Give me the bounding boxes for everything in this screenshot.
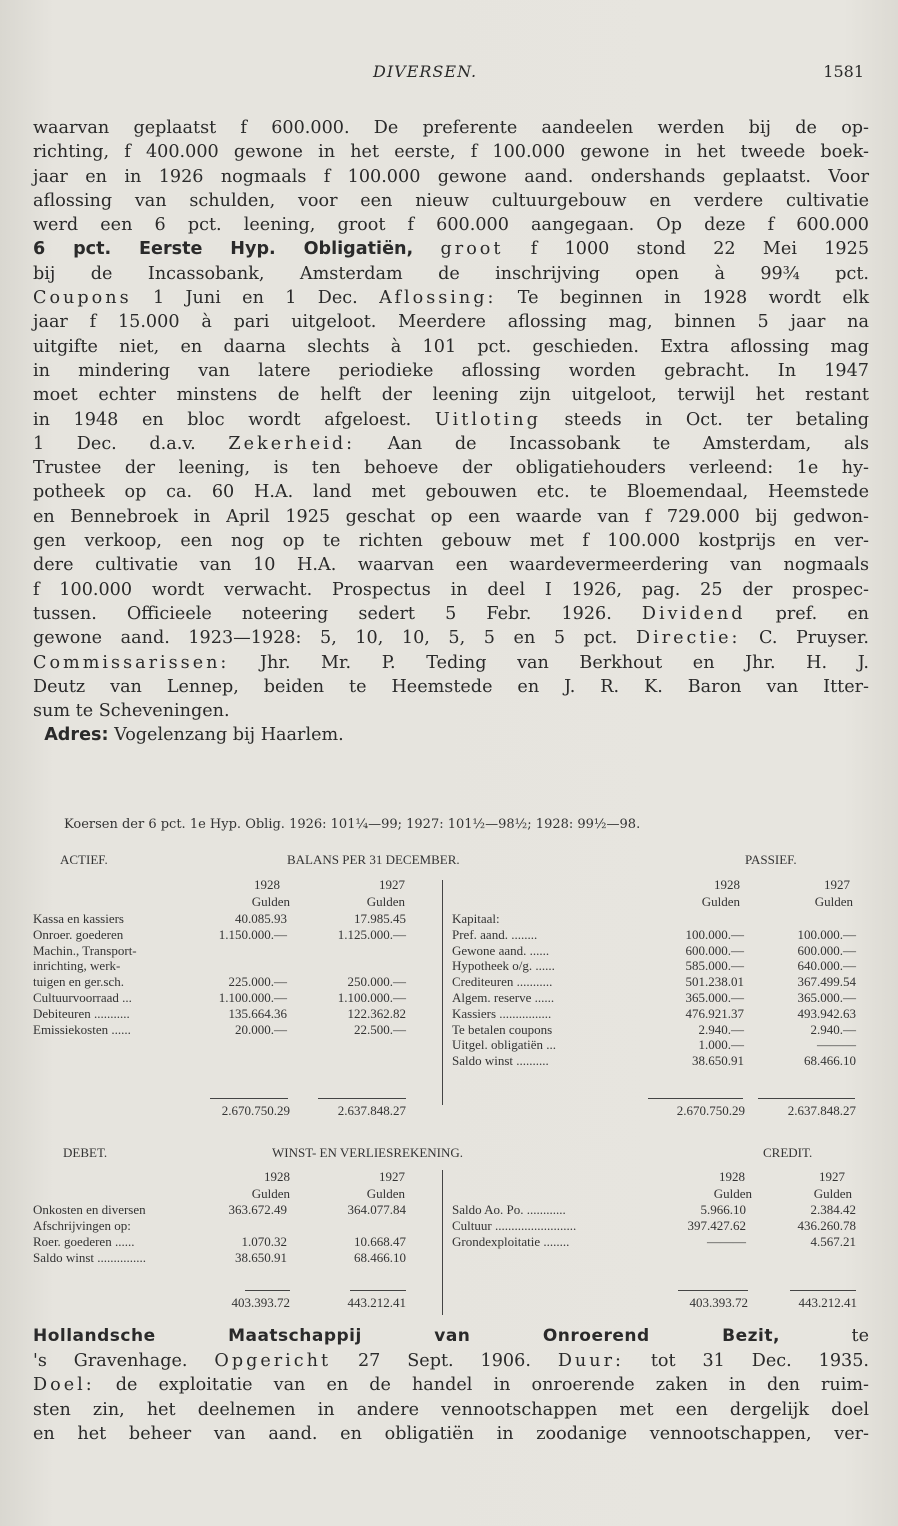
text-line: Deutz van Lennep, beiden te Heemstede en J. R. K. Baron van Itter- [33,676,869,697]
row-label: inrichting, werk- [33,958,121,974]
value-1927: 436.260.78 [797,1218,856,1233]
balance-title: BALANS PER 31 DECEMBER. [287,852,460,867]
row-label: Uitgel. obligatiën ... [452,1037,556,1053]
value-1928: 225.000.— [228,974,287,990]
row-label: Saldo winst .......... [452,1053,549,1069]
text-line: tussen. Officieele noteering sedert 5 Febr. 1926. Dividend pref. en [33,603,869,624]
row-label: Kassiers ................ [452,1005,552,1021]
value-1927: 10.668.47 [354,1234,406,1249]
value-1927: 2.940.— [810,1021,856,1037]
value-1928: 476.921.37 [685,1005,744,1021]
pl-left-title: DEBET. [63,1145,108,1160]
value-1928: 5.966.10 [700,1202,746,1217]
value-1928: 501.238.01 [685,974,744,990]
text-line: jaar f 15.000 à pari uitgeloot. Meerdere aflossing mag, binnen 5 jaar na [33,312,869,333]
row-label: Algem. reserve ...... [452,990,555,1005]
text-line: in mindering van latere periodieke aflossing worden gebracht. In 1947 [33,360,869,381]
value-1927: 364.077.84 [347,1202,406,1217]
value-1928: 600.000.— [685,942,744,958]
value-1928: 365.000.— [685,990,744,1005]
value-1927: 367.499.54 [797,974,856,990]
balance-left-title: ACTIEF. [60,852,108,867]
text-line: jaar en in 1926 nogmaals f 100.000 gewone aand. ondershands geplaatst. Voor [33,166,869,187]
row-label: Kapitaal: [452,911,500,926]
text-line: 1 Dec. d.a.v. Zekerheid: Aan de Incassobank te Amsterdam, als [33,433,869,454]
value-1927: 17.985.45 [354,911,406,926]
text-line: Doel: de exploitatie van en de handel in onroerende zaken in den ruim- [33,1375,869,1395]
row-label: Emissiekosten ...... [33,1021,131,1037]
value-1927: 600.000.— [797,942,856,958]
text-line: f 100.000 wordt verwacht. Prospectus in deel I 1926, pag. 25 der prospec- [33,579,869,600]
total-liab-1928: 2.670.750.29 [676,1103,745,1118]
text-line: en Bennebroek in April 1925 geschat op een waarde van f 729.000 bij gedwon- [33,506,869,527]
text-line: richting, f 400.000 gewone in het eerste, f 100.000 gewone in het tweede boek- [33,142,869,163]
total-liab-1927: 2.637.848.27 [787,1103,856,1118]
text-line: waarvan geplaatst f 600.000. De preferente aandeelen werden bij de op- [33,118,869,138]
value-1927: 1.125.000.— [337,926,406,942]
text-line: sum te Scheveningen. [33,701,230,722]
total-assets-1927: 2.637.848.27 [337,1103,406,1118]
row-label: Afschrijvingen op: [33,1218,131,1233]
value-1927: 68.466.10 [804,1053,856,1069]
pl-title: WINST- EN VERLIESREKENING. [272,1145,464,1160]
value-1927: 365.000.— [797,990,856,1005]
text-line: bij de Incassobank, Amsterdam de inschrijving open à 99¾ pct. [33,263,869,284]
row-label: Onkosten en diversen [33,1202,146,1217]
text-line: Trustee der leening, is ten behoeve der obligatiehouders verleend: 1e hy- [33,458,869,479]
text-line: Commissarissen: Jhr. Mr. P. Teding van Berkhout en Jhr. H. J. [33,652,870,673]
value-1928: 2.940.— [698,1021,744,1037]
text-line: 's Gravenhage. Opgericht 27 Sept. 1906. Duur: tot 31 Dec. 1935. [33,1350,870,1371]
text-line: 6 pct. Eerste Hyp. Obligatiën, groot f 1000 stond 22 Mei 1925 [33,239,870,260]
row-label: Pref. aand. ........ [452,926,538,942]
text-line: Hollandsche Maatschappij van Onroerend Bezit, te [33,1326,869,1346]
running-title: DIVERSEN. [373,62,478,81]
pl-total-debit-1928: 403.393.72 [231,1295,290,1310]
value-1928: 40.085.93 [235,911,287,926]
text-line: dere cultivatie van 10 H.A. waarvan een waardevermeerdering van nogmaals [33,555,869,576]
value-1928: 38.650.91 [692,1053,744,1069]
price-quotes: Koersen der 6 pct. 1e Hyp. Oblig. 1926: 101¼—99; 1927: 101½—98½; 1928: 99½—98. [64,817,641,832]
column-divider [442,880,443,1105]
row-label: Hypotheek o/g. ...... [452,958,555,974]
pl-right-title: CREDIT. [763,1145,813,1160]
text-line: gewone aand. 1923—1928: 5, 10, 10, 5, 5 en 5 pct. Directie: C. Pruyser. [33,628,870,649]
text-line: sten zin, het deelnemen in andere vennootschappen met een dergelijk doel [33,1399,869,1420]
row-label: Kassa en kassiers [33,911,124,926]
value-1928: 38.650.91 [235,1250,287,1265]
address-label: Adres: [44,725,109,746]
value-1927: 250.000.— [347,974,406,990]
text-line: uitgifte niet, en daarna slechts à 101 pct. geschieden. Extra aflossing mag [33,336,869,357]
value-1927: 2.384.42 [810,1202,856,1217]
row-label: Cultuur ......................... [452,1218,577,1233]
value-1927: 493.942.63 [797,1005,856,1021]
page-number: 1581 [823,62,864,81]
value-1928: 100.000.— [685,926,744,942]
row-label: Te betalen coupons [452,1021,553,1037]
document-page: DIVERSEN. 1581 waarvan geplaatst f 600.000. De preferente aandeelen werden bij de op- richting, f 400.000 gewone in het eerste, f 100.000 gewone in het tweede boek- jaar en in 1926 nogmaals f 100.000 gewone aand. ondershands geplaatst. Voor aflossing van schulden, voor een nieuw cultuurgebouw en verdere cultivatie werd een 6 pct. leening, groot f 600.000 aangegaan. Op deze f 600.000 6 pct. Eerste Hyp. Obligatiën, groot f 1000 stond 22 Mei 1925 bij de Incassobank, Amsterdam de inschrijving open à 99¾ pct. Coupons 1 Juni en 1 Dec. Aflossing: Te beginnen in 1928 wordt elk jaar f 15.000 à pari uitgeloot. Meerdere aflossing mag, binnen 5 jaar na uitgifte niet, en daarna slechts à 101 pct. geschieden. Extra aflossing mag in mindering van latere periodieke aflossing worden gebracht. In 1947 moet echter minstens de helft der leening zijn uitgeloot, terwijl het restant in 1948 en bloc wordt afgeloest. Uitloting steeds in Oct. ter betaling 1 Dec. d.a.v. Zekerheid: Aan de Incassobank te Amsterdam, als Trustee der leening, is ten behoeve der obligatiehouders verleend: 1e hy- potheek op ca. 60 H.A. land met gebouwen etc. te Bloemendaal, Heemstede en Bennebroek in April 1925 geschat op een waarde van f 729.000 bij gedwon- gen verkoop, een nog op te richten gebouw met f 100.000 kostprijs en ver- dere cultivatie van 10 H.A. waarvan een waardevermeerdering van nogmaals f 100.000 wordt verwacht. Prospectus in deel I 1926, pag. 25 der prospec- tussen. Officieele noteering sedert 5 Febr. 1926. Dividend pref. en gewone aand. 1923—1928: 5, 10, 10, 5, 5 en 5 pct. Directie: C. Pruyser. Commissarissen: Jhr. Mr. P. Teding van Berkhout en Jhr. H. J. Deutz van Lennep, beiden te Heemstede en J. R. K. Baron van Itter- sum te Scheveningen. Adres: Vogelenzang bij Haarlem. Koersen der 6 pct. 1e Hyp. Oblig. 1926: 101¼—99; 1927: 101½—98½; 1928: 99½—98. ACTIEF. BALANS PER 31 DECEMBER. PASSIEF. 1928 1927 Gulden Gulden 1928 1927 Gulden Gulden Kassa en kassiers 40.085.93 17.985.45 Onroer. goederen 1.150.000.— 1.125.000.— Machin., Transport- inrichting, werk- tuigen en ger.sch. 225.000.— 250.000.— Cultuurvoorraad ... 1.100.000.— 1.100.000.— Debiteuren ........... 135.664.36 122.362.82 Emissiekosten ...... 20.000.— 22.500.— Kapitaal: Pref. aand. ........ 100.000.— 100.000.— Gewone aand. ...... 600.000.— 600.000.— Hypotheek o/g. ...... 585.000.— 640.000.— Crediteuren ........... 501.238.01 367.499.54 Algem. reserve ...... 365.000.— 365.000.— Kassiers ................ 476.921.37 493.942.63 Te betalen coupons 2.940.— 2.940.— Uitgel. obligatiën ... 1.000.— ——— Saldo winst .......... 38.650.91 68.466.10 2.670.750.29 2.637.848.27 2.670.750.29 2.637.848.27 DEBET. WINST- EN VERLIESREKENING. CREDIT. 1928 1927 Gulden Gulden 1928 1927 Gulden Gulden Onkosten en diversen 363.672.49 364.077.84 Afschrijvingen op: Roer. goederen ...... 1.070.32 10.668.47 Saldo winst ............... 38.650.91 68.466.10 Saldo Ao. Po. ............ 5.966.10 2.384.42 Cultuur ......................... 397.427.62 436.260.78 Grondexploitatie ........ ——— 4.567.21 403.393.72 443.212.41 403.393.72 443.212.41 Hollandsche Maatschappij van Onroerend Bezit, te 's Gravenhage. Opgericht 27 Sept. 1906. Duur: tot 31 Dec. 1935. Doel: de exploitatie van en de handel in onroerende zaken in den ruim- sten zin, het deelnemen in andere vennootschappen met een dergelijk doel en het beheer van aand. en obligatiën in zoodanige vennootschappen, ver- [0,0,898,1526]
value-1927: 640.000.— [797,958,856,974]
value-1928: 20.000.— [235,1021,287,1037]
row-label: Roer. goederen ...... [33,1234,135,1249]
value-1927: 122.362.82 [347,1005,406,1021]
value-1928: ——— [707,1234,746,1249]
text-line: werd een 6 pct. leening, groot f 600.000 aangegaan. Op deze f 600.000 [33,215,869,236]
pl-total-debit-1927: 443.212.41 [347,1295,406,1310]
value-1927: 100.000.— [797,926,856,942]
pl-total-credit-1928: 403.393.72 [689,1295,748,1310]
value-1928: 363.672.49 [228,1202,287,1217]
value-1928: 585.000.— [685,958,744,974]
section-heading: 6 pct. Eerste Hyp. Obligatiën, [33,239,414,260]
text-line: Coupons 1 Juni en 1 Dec. Aflossing: Te beginnen in 1928 wordt elk [33,288,870,309]
pl-total-credit-1927: 443.212.41 [798,1295,857,1310]
text-line: in 1948 en bloc wordt afgeloest. Uitloting steeds in Oct. ter betaling [33,409,870,430]
text-line: potheek op ca. 60 H.A. land met gebouwen etc. te Bloemendaal, Heemstede [33,482,869,503]
value-1928: 1.100.000.— [218,990,287,1005]
company-heading: Hollandsche Maatschappij van Onroerend Bezit, [33,1326,780,1346]
row-label: Gewone aand. ...... [452,942,550,958]
value-1927: 68.466.10 [354,1250,406,1265]
row-label: Machin., Transport- [33,942,137,958]
value-1927: 22.500.— [354,1021,406,1037]
text-line: moet echter minstens de helft der leening zijn uitgeloot, terwijl het restant [33,385,869,406]
balance-right-title: PASSIEF. [745,852,797,867]
value-1927: ——— [817,1037,856,1053]
value-1928: 1.000.— [698,1037,744,1053]
value-1927: 4.567.21 [810,1234,856,1249]
value-1928: 135.664.36 [228,1005,287,1021]
text-line: gen verkoop, een nog op te richten gebouw met f 100.000 kostprijs en ver- [33,531,869,552]
next-entry [33,1324,869,1447]
address-line: Adres: Vogelenzang bij Haarlem. [44,725,344,746]
value-1928: 397.427.62 [687,1218,746,1233]
row-label: Saldo Ao. Po. ............ [452,1202,566,1217]
value-1927: 1.100.000.— [337,990,406,1005]
row-label: Saldo winst ............... [33,1250,147,1265]
value-1928: 1.070.32 [241,1234,287,1249]
value-1928: 1.150.000.— [218,926,287,942]
main-text [33,116,869,748]
total-assets-1928: 2.670.750.29 [221,1103,290,1118]
text-line: en het beheer van aand. en obligatiën in zoodanige vennootschappen, ver- [33,1424,869,1444]
text-line: aflossing van schulden, voor een nieuw cultuurgebouw en verdere cultivatie [33,190,869,211]
row-label: Onroer. goederen [33,926,124,942]
row-label: tuigen en ger.sch. [33,974,124,990]
row-label: Debiteuren ........... [33,1005,130,1021]
row-label: Cultuurvoorraad ... [33,990,132,1005]
page-header [0,62,898,86]
row-label: Crediteuren ........... [452,974,553,990]
column-divider [442,1170,443,1315]
row-label: Grondexploitatie ........ [452,1234,570,1249]
